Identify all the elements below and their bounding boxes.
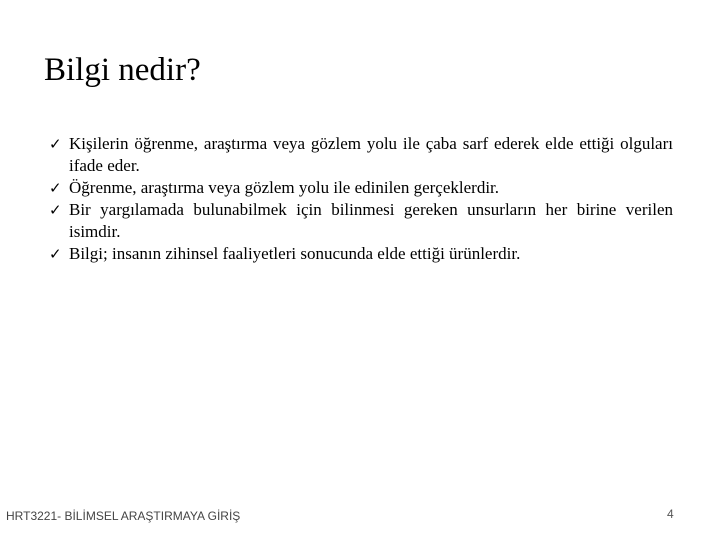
bullet-item	[48, 199, 673, 243]
slide-footer: HRT3221- BİLİMSEL ARAŞTIRMAYA GİRİŞ	[6, 509, 241, 523]
bullet-text: Bir yargılamada bulunabilmek için bilinmesi gereken unsurların her birine verilen isimdir.	[69, 200, 673, 241]
check-mark-icon: ✓	[49, 135, 62, 153]
bullet-item	[48, 243, 673, 265]
check-mark-icon: ✓	[49, 179, 62, 197]
bullet-text: Kişilerin öğrenme, araştırma veya gözlem yolu ile çaba sarf ederek elde ettiği olguları ifade eder.	[69, 134, 673, 175]
bullet-item	[48, 133, 673, 177]
check-mark-icon: ✓	[49, 245, 62, 263]
check-mark-icon: ✓	[49, 201, 62, 219]
bullet-text: Bilgi; insanın zihinsel faaliyetleri sonucunda elde ettiği ürünlerdir.	[69, 244, 521, 263]
bullet-item	[48, 177, 673, 199]
slide-title: Bilgi nedir?	[44, 52, 201, 88]
page-number: 4	[667, 507, 674, 521]
bullet-list	[48, 133, 673, 265]
bullet-text: Öğrenme, araştırma veya gözlem yolu ile edinilen gerçeklerdir.	[69, 178, 500, 197]
